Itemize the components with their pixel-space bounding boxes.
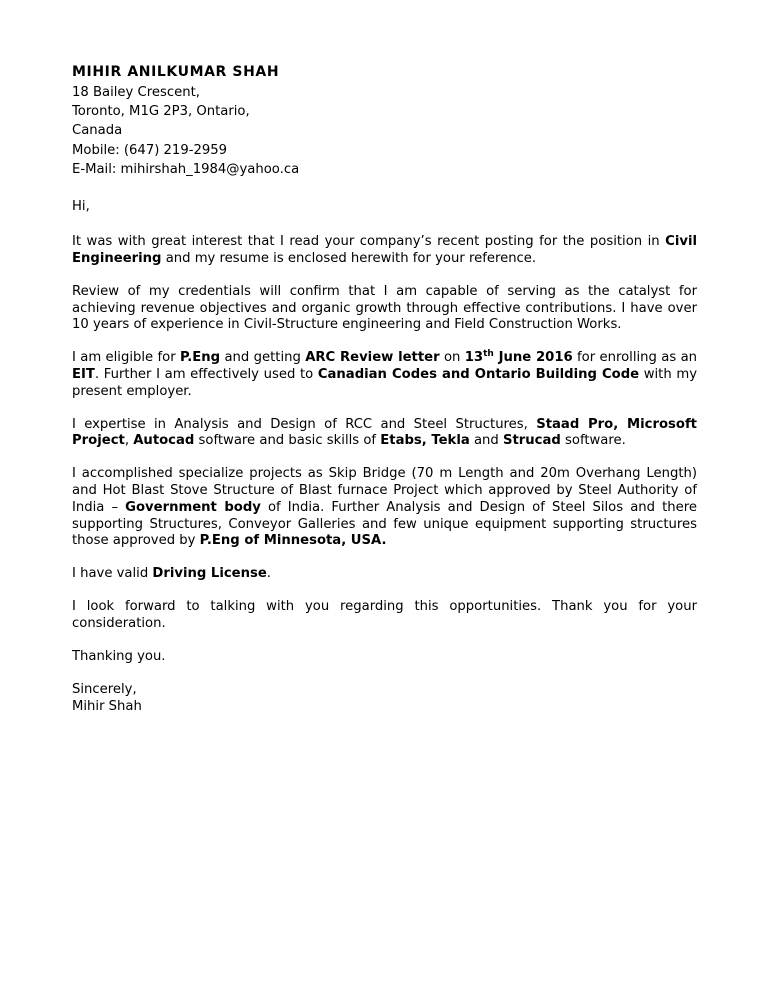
address-line-2: Toronto, M1G 2P3, Ontario,: [72, 104, 250, 120]
paragraph-closing: I look forward to talking with you regarding this opportunities. Thank you for your consideration.: [72, 598, 697, 631]
address-line-3: Canada: [72, 123, 123, 139]
mobile-line: Mobile: (647) 219-2959: [72, 142, 228, 158]
greeting: Hi,: [72, 199, 90, 215]
thanks-line: Thanking you.: [72, 648, 166, 664]
email-line: E-Mail: mihirshah_1984@yahoo.ca: [72, 161, 300, 177]
signature-name: Mihir Shah: [72, 699, 142, 715]
paragraph-eligibility: I am eligible for P.Eng and getting ARC Review letter on 13th June 2016 for enrolling as an EIT. Further I am effectively used to Canadian Codes and Ontario Building Code with my present employer.: [72, 349, 698, 399]
paragraph-projects: I accomplished specialize projects as Skip Bridge (70 m Length and 20m Overhang Length) and Hot Blast Stove Structure of Blast furnace Project which approved by Steel Authority of India – Government body of India. Further Analysis and Design of Steel Silos and there supporting Structures, Conveyor Galleries and few unique equipment supporting structures those approved by P.Eng of Minnesota, USA.: [72, 466, 697, 549]
sender-name: MIHIR ANILKUMAR SHAH: [72, 64, 280, 80]
address-line-1: 18 Bailey Crescent,: [72, 85, 200, 100]
paragraph-credentials: Review of my credentials will confirm that I am capable of serving as the catalyst for achieving revenue objectives and organic growth through effective contributions. I have over 10 years of experience in Civil-Structure engineering and Field Construction Works.: [72, 283, 697, 333]
paragraph-intro: It was with great interest that I read your company’s recent posting for the position in Civil Engineering and my resume is enclosed herewith for your reference.: [72, 234, 697, 267]
letter-page: [72, 62, 697, 715]
paragraph-expertise: I expertise in Analysis and Design of RCC and Steel Structures, Staad Pro, Microsoft Project, Autocad software and basic skills of Etabs, Tekla and Strucad software.: [72, 416, 697, 449]
sincerely-line: Sincerely,: [72, 682, 137, 698]
paragraph-license: I have valid Driving License.: [72, 566, 271, 582]
